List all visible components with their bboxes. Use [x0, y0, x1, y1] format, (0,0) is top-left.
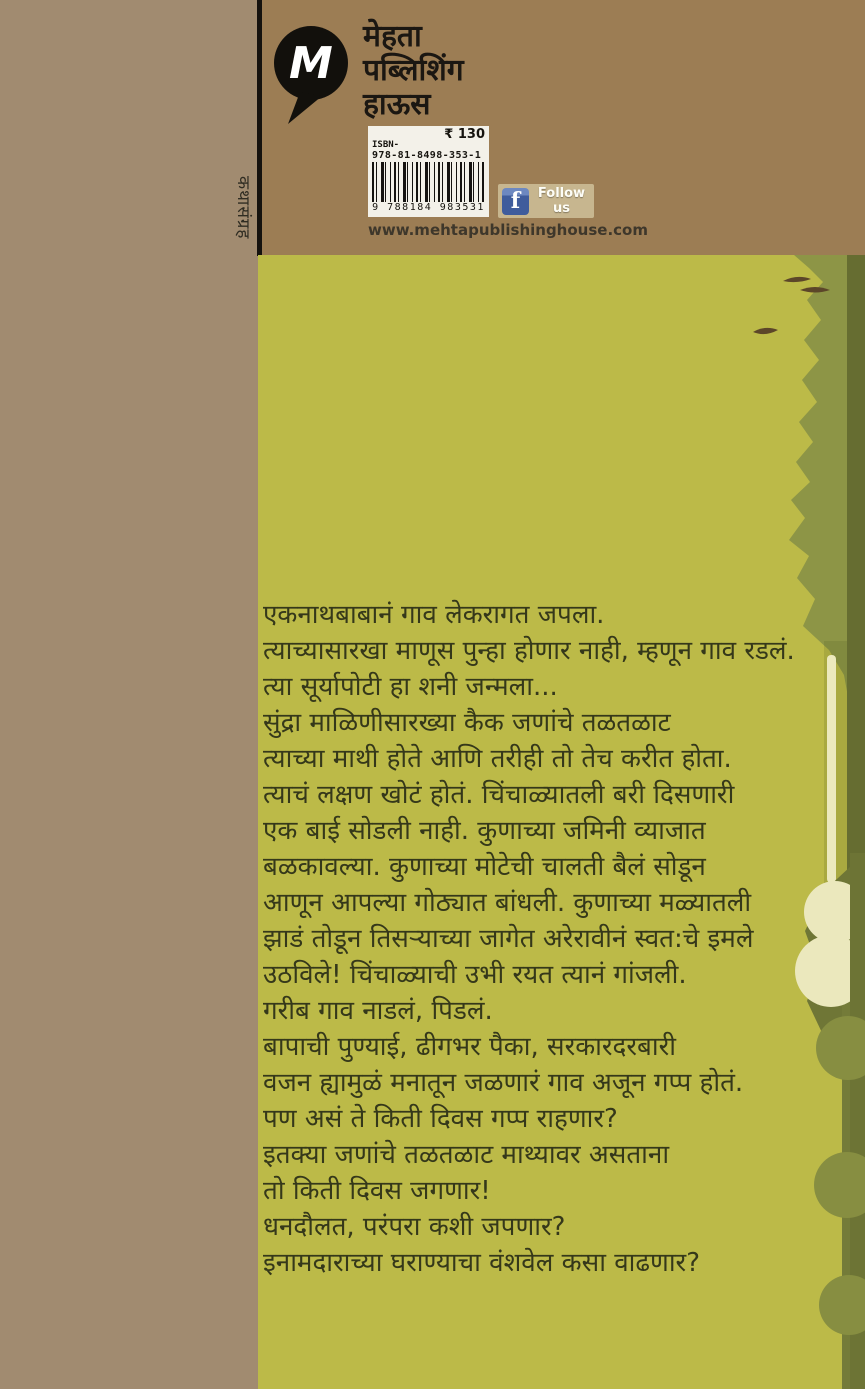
blurb-line: त्याच्या माथी होते आणि तरीही तो तेच करीत होता.	[263, 744, 732, 774]
barcode-bars	[372, 162, 485, 202]
price-label: ₹ 130	[444, 127, 485, 142]
isbn-label: ISBN-	[372, 140, 400, 150]
publisher-name-line: हाऊस	[363, 87, 431, 122]
twig-dash	[783, 277, 811, 282]
isbn-number: 978-81-8498-353-1	[372, 150, 482, 161]
blurb-line: आणून आपल्या गोठ्यात बांधली. कुणाच्या मळ्यातली	[263, 888, 752, 918]
publisher-name-line: पब्लिशिंग	[363, 53, 464, 88]
isbn-barcode-block	[368, 126, 489, 217]
publisher-header	[262, 0, 865, 255]
publisher-website-url: www.mehtapublishinghouse.com	[368, 221, 648, 239]
blurb-line: उठविले! चिंचाळ्याची उभी रयत त्यानं गांजली.	[263, 960, 687, 990]
blurb-line: धनदौलत, परंपरा कशी जपणार?	[263, 1212, 566, 1242]
blurb-line: बापाची पुण्याई, ढीगभर पैका, सरकारदरबारी	[263, 1032, 676, 1062]
logo-letter: M	[289, 38, 333, 89]
publisher-name-line: मेहता	[363, 19, 422, 54]
blurb-line: बळकावल्या. कुणाच्या मोटेची चालती बैलं सोडून	[263, 852, 706, 882]
blurb-line: इनामदाराच्या घराण्याचा वंशवेल कसा वाढणार?	[263, 1248, 700, 1278]
blurb-line: झाडं तोडून तिसऱ्याच्या जागेत अरेरावीनं स्वत:चे इमले	[263, 924, 754, 954]
blurb-line: एकनाथबाबानं गाव लेकरागत जपला.	[263, 600, 605, 630]
back-cover-blurb	[263, 597, 823, 1281]
blurb-line: त्याचं लक्षण खोटं होतं. चिंचाळ्यातली बरी दिसणारी	[263, 780, 735, 810]
trunk-highlight-stripe	[827, 655, 836, 883]
blurb-line: सुंद्रा माळिणीसारख्या कैक जणांचे तळतळाट	[263, 708, 671, 738]
barcode-digits: 9 788184 983531	[372, 202, 485, 213]
blurb-line: त्याच्यासारखा माणूस पुन्हा होणार नाही, म्हणून गाव रडलं.	[263, 636, 795, 666]
blurb-line: एक बाई सोडली नाही. कुणाच्या जमिनी व्याजात	[263, 816, 706, 846]
blurb-line: तो किती दिवस जगणार!	[263, 1176, 491, 1206]
blurb-line: गरीब गाव नाडलं, पिडलं.	[263, 996, 493, 1026]
blurb-line: वजन ह्यामुळं मनातून जळणारं गाव अजून गप्प होतं.	[263, 1068, 744, 1098]
back-cover-panel	[258, 255, 865, 1389]
blurb-line: पण असं ते किती दिवस गप्प राहणार?	[263, 1104, 618, 1134]
spine-genre-text: कथासंग्रह	[233, 176, 253, 240]
twig-dash	[753, 328, 778, 334]
facebook-follow-label: Follow us	[537, 186, 586, 216]
blurb-line: इतक्या जणांचे तळतळाट माथ्यावर असताना	[263, 1140, 670, 1170]
trunk-knob	[819, 1275, 865, 1335]
facebook-follow-badge	[498, 184, 594, 218]
publisher-name	[363, 20, 464, 122]
edge-strip-top	[847, 255, 865, 885]
facebook-icon: f	[502, 188, 529, 215]
blurb-line: त्या सूर्यापोटी हा शनी जन्मला...	[263, 672, 558, 702]
publisher-speech-bubble-logo-icon	[272, 24, 354, 128]
